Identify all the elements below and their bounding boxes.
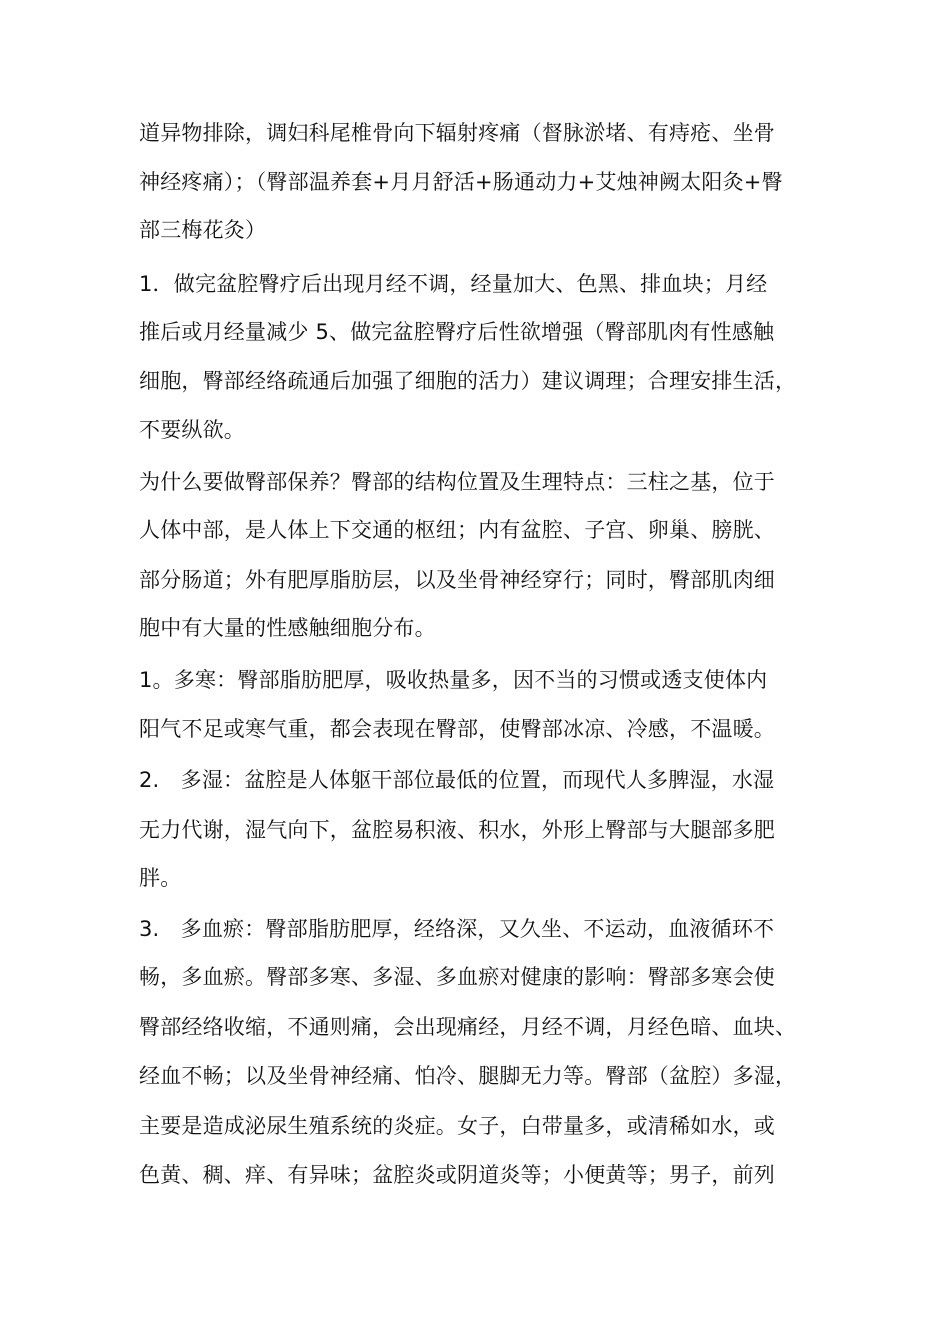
- text-line: 无力代谢，湿气向下，盆腔易积液、积水，外形上臀部与大腿部多肥: [139, 818, 775, 842]
- text-line: 2. 多湿：盆腔是人体躯干部位最低的位置，而现代人多脾湿，水湿: [139, 768, 775, 792]
- text-line: 主要是造成泌尿生殖系统的炎症。女子，白带量多，或清稀如水，或: [139, 1114, 775, 1138]
- text-line: 人体中部，是人体上下交通的枢纽；内有盆腔、子宫、卵巢、膀胱、: [139, 518, 775, 542]
- text-line: 经血不畅；以及坐骨神经痛、怕冷、腿脚无力等。臀部（盆腔）多湿，: [139, 1064, 797, 1088]
- text-line: 臀部经络收缩，不通则痛，会出现痛经，月经不调，月经色暗、血块、: [139, 1015, 797, 1039]
- text-line: 部分肠道；外有肥厚脂肪层，以及坐骨神经穿行；同时，臀部肌肉细: [139, 568, 775, 592]
- text-line: 畅，多血瘀。臀部多寒、多湿、多血瘀对健康的影响：臀部多寒会使: [139, 965, 775, 989]
- text-line: 3. 多血瘀：臀部脂肪肥厚，经络深，又久坐、不运动，血液循环不: [139, 917, 775, 941]
- text-line: 神经疼痛）；（臀部温养套+月月舒活+肠通动力+艾烛神阙太阳灸+臀: [139, 170, 783, 194]
- text-line: 细胞，臀部经络疏通后加强了细胞的活力）建议调理；合理安排生活，: [139, 369, 797, 393]
- text-line: 1．做完盆腔臀疗后出现月经不调，经量加大、色黑、排血块；月经: [139, 272, 768, 296]
- text-line: 推后或月经量减少 5、做完盆腔臀疗后性欲增强（臀部肌肉有性感触: [139, 320, 775, 344]
- text-line: 部三梅花灸）: [139, 218, 267, 242]
- text-line: 为什么要做臀部保养？臀部的结构位置及生理特点：三柱之基，位于: [139, 470, 775, 494]
- text-line: 胞中有大量的性感触细胞分布。: [139, 616, 436, 640]
- text-line: 道异物排除，调妇科尾椎骨向下辐射疼痛（督脉淤堵、有痔疮、坐骨: [139, 121, 775, 145]
- text-line: 胖。: [139, 866, 182, 890]
- text-line: 不要纵欲。: [139, 418, 245, 442]
- text-line: 1。多寒：臀部脂肪肥厚，吸收热量多，因不当的习惯或透支使体内: [139, 668, 768, 692]
- text-line: 阳气不足或寒气重，都会表现在臀部，使臀部冰凉、冷感，不温暖。: [139, 717, 775, 741]
- text-line: 色黄、稠、痒、有异味；盆腔炎或阴道炎等；小便黄等；男子，前列: [139, 1163, 775, 1187]
